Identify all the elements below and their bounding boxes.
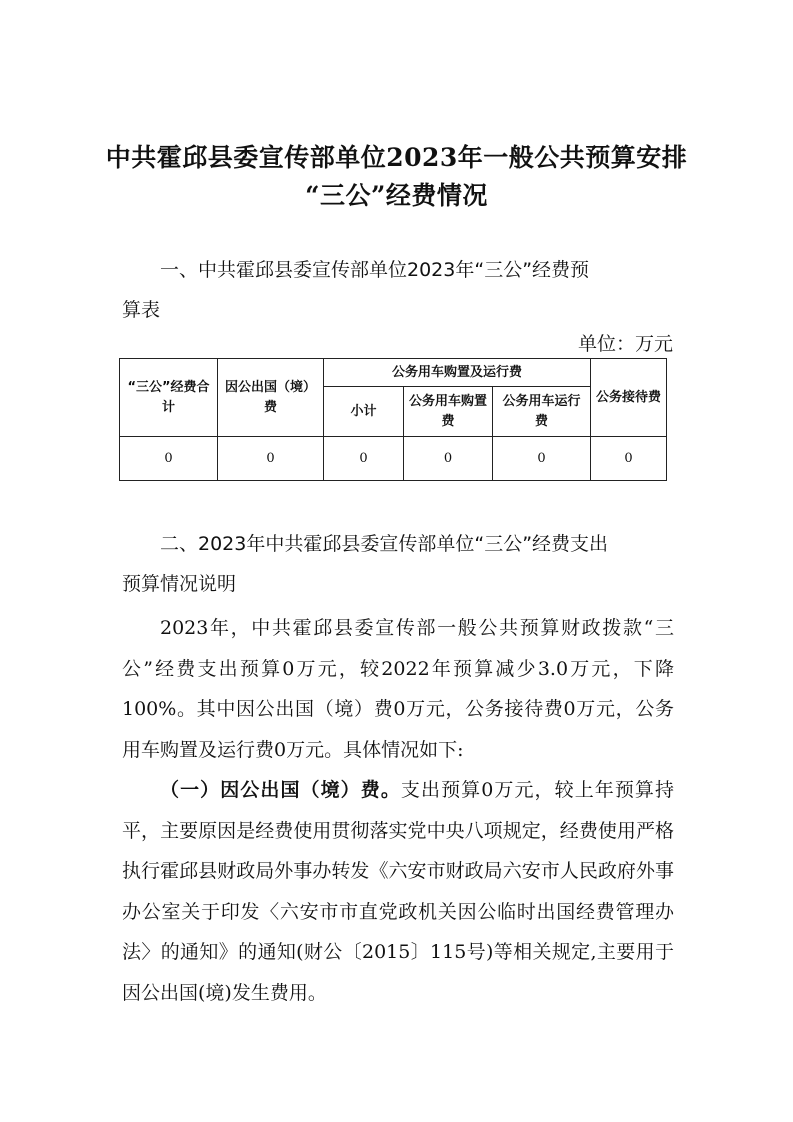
header-vehicle-purchase: 公务用车购置费	[404, 387, 493, 437]
header-vehicle-group: 公务用车购置及运行费	[324, 359, 591, 387]
section2-heading-line2: 预算情况说明	[122, 573, 237, 595]
table-row	[120, 437, 667, 481]
section1-heading-line2: 算表	[122, 299, 161, 321]
value-vehicle-operation: 0	[493, 437, 591, 481]
value-reception: 0	[591, 437, 667, 481]
budget-table	[119, 358, 667, 481]
value-vehicle-purchase: 0	[404, 437, 493, 481]
document-title-line1: 中共霍邱县委宣传部单位2023年一般公共预算安排	[105, 143, 688, 172]
section2-paragraph1: 2023年，中共霍邱县委宣传部一般公共预算财政拨款“三公”经费支出预算0万元，较2022年预算减少3.0万元，下降100%。其中因公出国（境）费0万元，公务接待费0万元，公务用车购置及运行费0万元。具体情况如下:	[122, 617, 674, 761]
header-total: “三公”经费合计	[120, 359, 218, 437]
paragraph2-bold-lead: （一）因公出国（境）费。	[160, 779, 401, 801]
header-vehicle-subtotal: 小计	[324, 387, 404, 437]
header-reception: 公务接待费	[591, 359, 667, 437]
header-vehicle-operation: 公务用车运行费	[493, 387, 591, 437]
header-travel: 因公出国（境）费	[218, 359, 324, 437]
section2-heading-line1: 二、2023年中共霍邱县委宣传部单位“三公”经费支出	[160, 533, 609, 555]
table-header-row	[120, 359, 667, 387]
section2-paragraph2	[122, 770, 674, 1013]
section1-heading	[122, 250, 674, 330]
paragraph2-text: 支出预算0万元，较上年预算持平，主要原因是经费使用贯彻落实党中央八项规定，经费使用严格执行霍邱县财政局外事办转发《六安市财政局六安市人民政府外事办公室关于印发〈六安市市直党政机关因公临时出国经费管理办法〉的通知》的通知(财公〔2015〕115号)等相关规定,主要用于因公出国(境)发生费用。	[122, 779, 674, 1004]
value-total: 0	[120, 437, 218, 481]
section1-heading-line1: 一、中共霍邱县委宣传部单位2023年“三公”经费预	[160, 259, 590, 281]
unit-label: 单位：万元	[577, 333, 673, 355]
section2-heading	[122, 524, 674, 604]
document-title-line2: “三公”经费情况	[305, 181, 488, 210]
value-vehicle-subtotal: 0	[324, 437, 404, 481]
value-travel: 0	[218, 437, 324, 481]
